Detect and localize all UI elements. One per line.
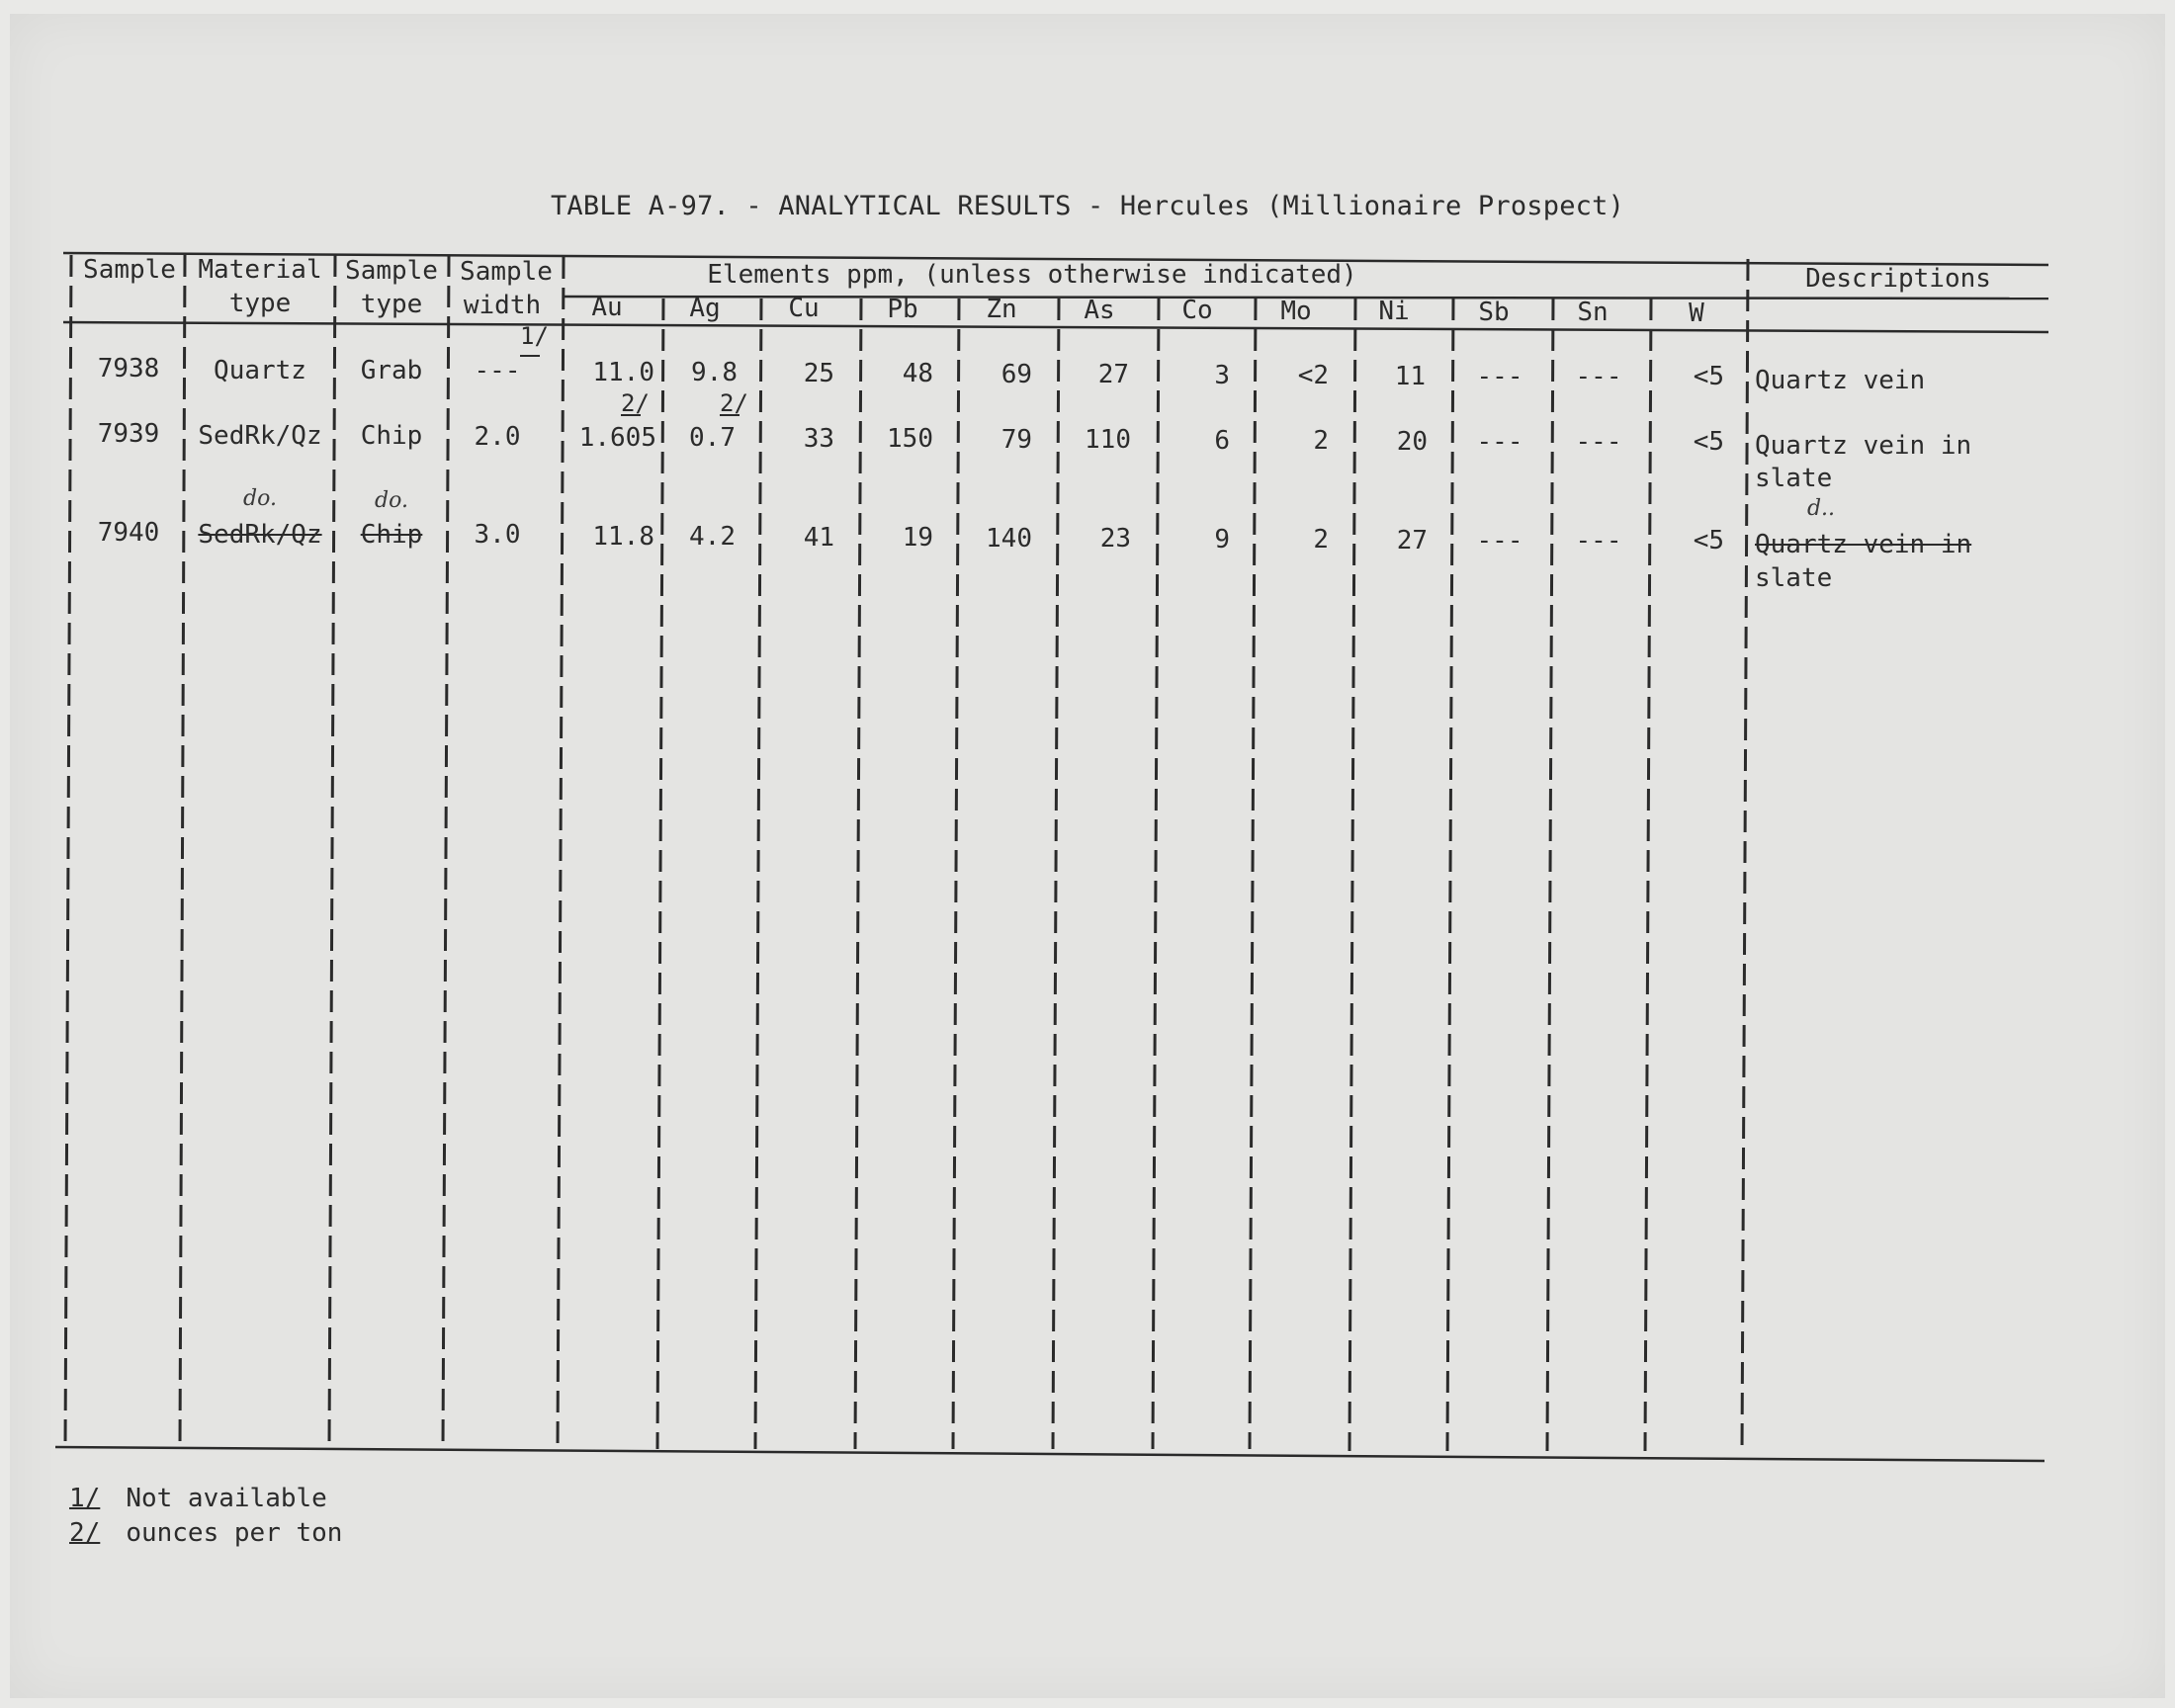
header-sample: Sample — [83, 255, 176, 285]
cell-sn: --- — [1575, 427, 1622, 457]
cell-description-struck: Quartz vein in — [1755, 530, 1972, 559]
ditto-sample-type: do. — [375, 488, 408, 513]
cell-zn: 140 — [986, 524, 1032, 554]
footnote-mark-au: 2/ — [621, 389, 650, 417]
cell-description: Quartz vein — [1755, 366, 1926, 395]
footnote-mark-width: 1/ — [520, 322, 549, 350]
cell-w: <5 — [1693, 427, 1724, 457]
ditto-material: do. — [243, 486, 277, 511]
cell-pb: 48 — [902, 359, 933, 388]
cell-w: <5 — [1693, 526, 1724, 555]
header-sb: Sb — [1478, 298, 1510, 327]
cell-zn: 69 — [1000, 360, 1032, 389]
footnote-text: ounces per ton — [126, 1518, 343, 1548]
cell-sn: --- — [1575, 526, 1622, 555]
header-sample-type-line2: type — [360, 290, 423, 319]
header-mo: Mo — [1280, 297, 1312, 326]
cell-pb: 150 — [887, 424, 933, 454]
cell-zn: 79 — [1000, 425, 1032, 455]
table-bottom-rule — [55, 1447, 2044, 1461]
header-sample-type: Sample — [345, 256, 438, 286]
header-sample-width: Sample — [460, 257, 553, 287]
cell-au: 11.8 — [592, 522, 654, 552]
cell-width: 2.0 — [474, 422, 521, 452]
ditto-description: d.. — [1806, 496, 1836, 521]
cell-sample-type: Grab — [360, 356, 423, 385]
header-sample-width-line2: width — [463, 291, 542, 320]
cell-sb: --- — [1476, 427, 1523, 457]
cell-ni: 20 — [1396, 427, 1428, 457]
cell-width: 3.0 — [474, 520, 521, 550]
cell-w: <5 — [1693, 362, 1724, 391]
header-ni: Ni — [1378, 297, 1410, 326]
header-sn: Sn — [1577, 298, 1609, 327]
cell-sn: --- — [1575, 362, 1622, 391]
cell-sb: --- — [1476, 526, 1523, 555]
header-as: As — [1084, 296, 1115, 325]
footnote-text: Not available — [126, 1484, 327, 1513]
cell-mo: <2 — [1297, 361, 1329, 390]
table-title: TABLE A-97. - ANALYTICAL RESULTS - Hercules (Millionaire Prospect) — [550, 191, 1625, 221]
cell-cu: 33 — [803, 424, 834, 454]
cell-sample: 7939 — [97, 419, 160, 449]
cell-cu: 25 — [803, 359, 834, 388]
cell-ni: 27 — [1396, 526, 1428, 555]
cell-material: SedRk/Qz — [198, 421, 322, 451]
cell-material: Quartz — [214, 356, 306, 385]
header-descriptions: Descriptions — [1805, 264, 1991, 294]
header-elements-group: Elements ppm, (unless otherwise indicated) — [707, 260, 1357, 290]
header-material-type-line2: type — [228, 289, 292, 318]
cell-ni: 11 — [1394, 362, 1426, 391]
cell-ag: 4.2 — [689, 522, 736, 552]
cell-co: 3 — [1214, 361, 1230, 390]
cell-sample: 7940 — [97, 518, 160, 548]
cell-sample-type: Chip — [360, 421, 423, 451]
header-bottom-rule — [63, 322, 2048, 332]
cell-description: Quartz vein in — [1755, 431, 1972, 461]
cell-ag: 9.8 — [691, 358, 738, 387]
header-material-type: Material — [198, 255, 322, 285]
footnote-number: 2/ — [69, 1518, 101, 1548]
cell-co: 9 — [1214, 525, 1230, 555]
header-pb: Pb — [887, 295, 918, 324]
header-co: Co — [1181, 296, 1213, 325]
cell-mo: 2 — [1313, 525, 1329, 555]
header-zn: Zn — [986, 295, 1017, 324]
header-au: Au — [591, 293, 623, 322]
footnote-number: 1/ — [69, 1484, 101, 1513]
cell-sample: 7938 — [97, 354, 160, 384]
cell-as: 110 — [1085, 425, 1131, 455]
cell-sample-type-struck: Chip — [360, 520, 423, 550]
cell-pb: 19 — [902, 523, 933, 553]
header-cu: Cu — [788, 294, 820, 323]
cell-ag: 0.7 — [689, 423, 736, 453]
header-ag: Ag — [689, 294, 721, 323]
footnote-2 — [69, 1518, 342, 1548]
cell-au: 1.605 — [578, 423, 656, 453]
cell-material-struck: SedRk/Qz — [198, 520, 322, 550]
cell-mo: 2 — [1313, 426, 1329, 456]
cell-cu: 41 — [803, 523, 834, 553]
cell-width: --- — [474, 356, 521, 385]
cell-as: 27 — [1097, 360, 1129, 389]
cell-description-line2: slate — [1755, 464, 1833, 493]
cell-co: 6 — [1214, 426, 1230, 456]
header-w: W — [1689, 299, 1704, 328]
footnote-1 — [69, 1484, 327, 1513]
footnote-mark-ag: 2/ — [720, 389, 748, 417]
cell-sb: --- — [1476, 362, 1523, 391]
cell-as: 23 — [1099, 524, 1131, 554]
cell-description-line2: slate — [1755, 563, 1833, 593]
cell-au: 11.0 — [592, 358, 654, 387]
